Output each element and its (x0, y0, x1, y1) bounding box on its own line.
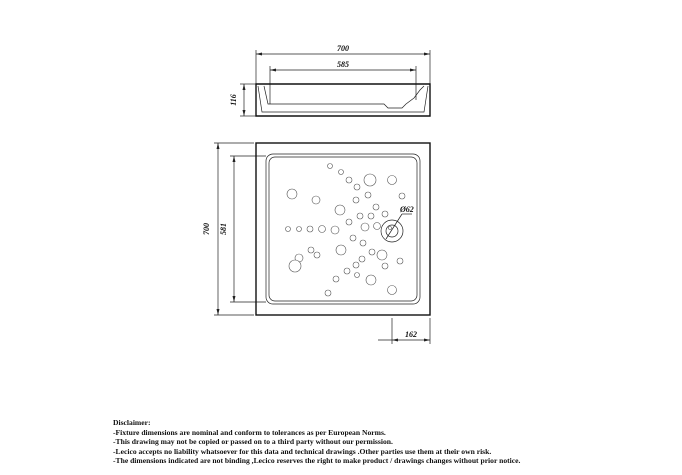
dimple (369, 249, 375, 255)
dimple (346, 177, 352, 183)
dimple (336, 245, 346, 255)
dimple (353, 262, 359, 268)
disclaimer-line: -The dimensions indicated are not binding ,Lecico reserves the right to make product / drawings changes without prior notice. (113, 456, 521, 466)
dimple (287, 189, 297, 199)
dim-height: 116 (229, 94, 238, 106)
dimple (361, 223, 369, 231)
dim-drain-offset: 162 (405, 330, 417, 339)
dimple (350, 235, 356, 241)
dimple (355, 273, 360, 278)
dimple (319, 226, 326, 233)
dimple (388, 286, 397, 295)
dimple (359, 256, 365, 262)
dimple (344, 268, 350, 274)
dimple (346, 219, 352, 225)
dimple (325, 290, 331, 296)
dimple (354, 184, 360, 190)
dimple (289, 260, 301, 272)
disclaimer-line: -This drawing may not be copied or passed on to a third party without our permission. (113, 437, 393, 447)
disclaimer-title: Disclaimer: (113, 418, 151, 427)
dim-top-width: 700 (337, 44, 349, 53)
disclaimer-line: -Lecico accepts no liability whatsoever for this data and technical drawings .Other parties use them at their own risk. (113, 446, 492, 456)
dimple (366, 275, 376, 285)
dimple (373, 204, 379, 210)
dimple (335, 205, 345, 215)
dimple (368, 213, 374, 219)
drain-outer-ring (381, 220, 403, 242)
dimple (377, 250, 387, 260)
side-view (229, 44, 430, 116)
dimple (364, 174, 376, 186)
dimple (360, 240, 366, 246)
dimple (297, 227, 302, 232)
dimple (286, 227, 291, 232)
disclaimer (113, 418, 678, 466)
dimple (399, 193, 405, 199)
dimple (308, 247, 314, 253)
dimple (397, 258, 403, 264)
dimple (389, 227, 392, 230)
dim-inner-width: 585 (337, 60, 349, 69)
dim-outer-side: 700 (202, 223, 211, 235)
dimple (374, 223, 381, 230)
dimple (328, 164, 333, 169)
dimple (314, 252, 320, 258)
dimple (365, 192, 371, 198)
drain-inner-ring (386, 225, 398, 237)
dimple (353, 197, 359, 203)
dimple (388, 176, 397, 185)
dimple (331, 226, 339, 234)
anti-slip-dimples (286, 164, 406, 297)
dim-drain-diameter: Ø62 (400, 205, 414, 214)
dimple (333, 276, 339, 282)
dimple (339, 170, 344, 175)
dimple (307, 226, 313, 232)
dimple (357, 213, 363, 219)
dim-inner-side: 581 (219, 223, 228, 235)
disclaimer-line: -Fixture dimensions are nominal and conform to tolerances as per European Norms. (113, 427, 386, 437)
dimple (382, 263, 388, 269)
dimple (382, 211, 388, 217)
dimple (312, 196, 320, 204)
plan-view (202, 143, 430, 344)
